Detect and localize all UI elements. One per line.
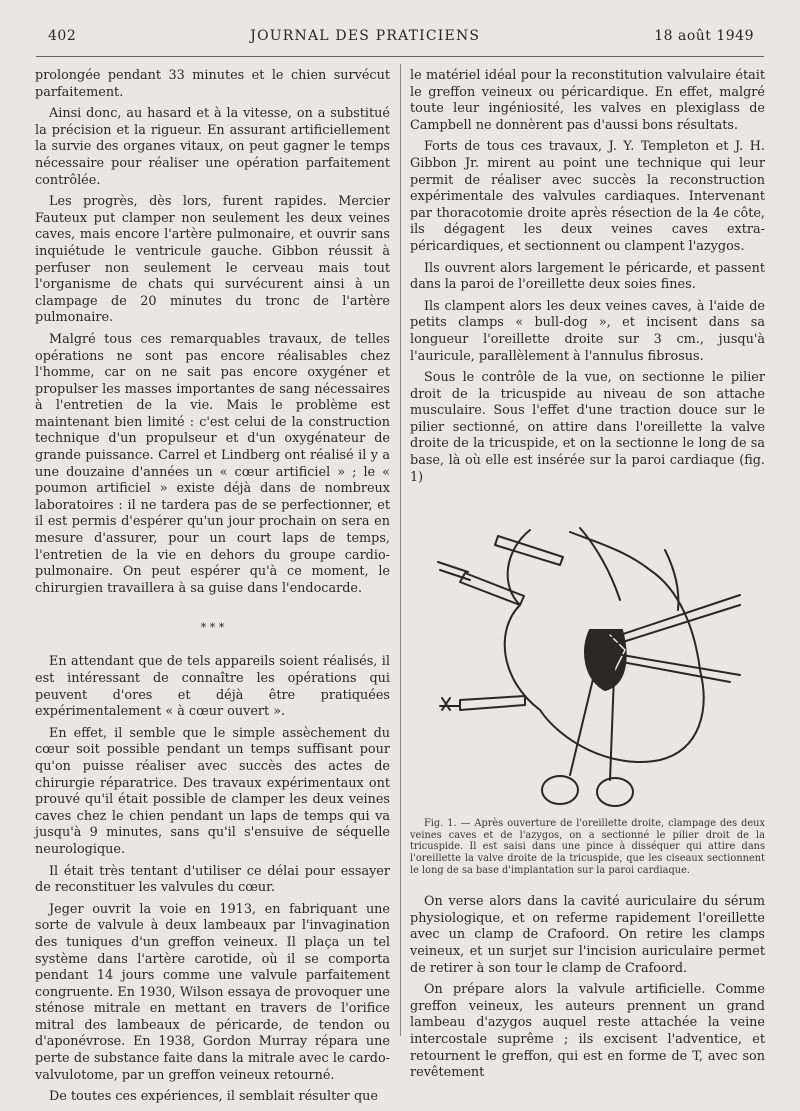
paragraph: Sous le contrôle de la vue, on sectionne le pilier droit de la tricuspide au niveau de son attache musculaire. Sous l'effet d'une traction douce sur le pilier sectionné, on attire dans l'oreillette la valve droite de la tricuspide, et on la sectionne le long de sa base, là où elle est insérée sur la paroi cardiaque (fig. 1) [410,370,765,485]
running-header [48,24,754,48]
surgical-illustration [410,510,765,810]
paragraph: En attendant que de tels appareils soient réalisés, il est intéressant de connaître les opérations qui peuvent d'ores et déjà être pratiquées expérimentalement « à cœur ouvert ». [35,654,390,720]
journal-title: JOURNAL DES PRATICIENS [250,28,481,44]
paragraph: On verse alors dans la cavité auriculaire du sérum physiologique, et on referme rapidement l'oreillette avec un clamp de Crafoord. On retire les clamps veineux, et un surjet sur l'incision auriculaire permet de retirer à son tour le clamp de Crafoord. [410,894,765,976]
paragraph: Il était très tentant d'utiliser ce délai pour essayer de reconstituer les valvules du cœur. [35,863,390,896]
section-break-glyph: * * * [200,621,225,635]
paragraph: En effet, il semble que le simple assèchement du cœur soit possible pendant un temps suffisant pour qu'on puisse réaliser avec succès des actes de chirurgie réparatrice. Des travaux expérimentaux ont prouvé qu'il était possible de clamper les deux veines caves chez le chien pendant un laps de temps qui va jusqu'à 9 minutes, sans qu'il s'ensuive de séquelle neurologique. [35,725,390,857]
paragraph: prolongée pendant 33 minutes et le chien survécut parfaitement. [35,68,390,100]
paragraph: Ils clampent alors les deux veines caves, à l'aide de petits clamps « bull-dog », et incisent dans sa longueur l'oreillette droite sur 3 cm., jusqu'à l'auricule, parallèlement à l'annulus fibrosus. [410,298,765,364]
paragraph: Jeger ouvrit la voie en 1913, en fabriquant une sorte de valvule à deux lambeaux par l'invagination des tuniques d'un greffon veineux. Il plaça un tel système dans l'artère carotide, où il se comporta pendant 14 jours comme une valvule parfaitement congruente. En 1930, Wilson essaya de provoquer une sténose mitrale en mettant en travers de l'orifice mitral des lambeaux de péricarde, de tendon ou d'aponévrose. En 1938, Gordon Murray répara une perte de substance faite dans la mitrale avec le cardo-valvulotome, par un greffon veineux retourné. [35,901,390,1083]
paragraph: Malgré tous ces remarquables travaux, de telles opérations ne sont pas encore réalisables chez l'homme, car on ne sait pas encore oxygéner et propulser les masses importantes de sang nécessaires à l'entretien de la vie. Mais le problème est maintenant bien limité : c'est celui de la construction technique d'un propulseur et d'un oxygénateur de grande puissance. Carrel et Lindberg ont réalisé il y a une douzaine d'années un « cœur artificiel » ; le « poumon artificiel » existe déjà dans de nombreux laboratoires : il ne tardera pas de se perfectionner, et il est permis d'espérer qu'un jour prochain on sera en mesure d'assurer, pour un court laps de temps, l'entretien de la vie en dehors du groupe cardio-pulmonaire. On peut espérer qu'à ce moment, le chirurgien travaillera à sa guise dans l'endocarde. [35,331,390,596]
issue-date: 18 août 1949 [654,28,754,44]
paragraph: De toutes ces expériences, il semblait résulter que [49,1089,378,1105]
section-break [35,621,390,635]
paragraph: Ainsi donc, au hasard et à la vitesse, on a substitué la précision et la rigueur. En assurant artificiellement la survie des organes vitaux, on peut gagner le temps nécessaire pour réaliser une opération parfaitement contrôlée. [35,106,390,188]
paragraph: On prépare alors la valvule artificielle. Comme greffon veineux, les auteurs prennent un grand lambeau d'azygos auquel reste attachée la veine intercostale suprême ; ils excisent l'adventice, et retournent le greffon, qui est en forme de T, avec son revêtement [410,982,765,1081]
figure-caption: Fig. 1. — Après ouverture de l'oreillette droite, clampage des deux veines caves et de l'azygos, on a sectionné le pilier droit de la tricuspide. Il est saisi dans une pince à disséquer qui attire dans l'oreillette la valve droite de la tricuspide, que les ciseaux sectionnent le long de sa base d'implantation sur la paroi cardiaque. [410,818,765,876]
paragraph: Les progrès, dès lors, furent rapides. Mercier Fauteux put clamper non seulement les deux veines caves, mais encore l'artère pulmonaire, et ouvrir sans inquiétude le ventricule gauche. Gibbon réussit à perfuser non seulement le cerveau mais tout l'organisme de chats qui survécurent ainsi à un clampage de 20 minutes du tronc de l'artère pulmonaire. [35,194,390,326]
left-column [35,68,390,1111]
paragraph: le matériel idéal pour la reconstitution valvulaire était le greffon veineux ou péricardique. En effet, malgré toute leur ingéniosité, les valves en plexiglass de Campbell ne donnèrent pas d'aussi bons résultats. [410,68,765,133]
page-number: 402 [48,28,77,44]
paragraph: Forts de tous ces travaux, J. Y. Templeton et J. H. Gibbon Jr. mirent au point une technique qui leur permit de réaliser avec succès la reconstruction expérimentale des valvules cardiaques. Intervenant par thoracotomie droite après résection de la 4e côte, ils dégagent les deux veines caves extra-péricardiques, et sectionnent ou clampent l'azygos. [410,139,765,254]
figure-1 [410,510,765,876]
header-rule [36,56,764,57]
column-divider [400,64,401,1036]
right-column [410,68,765,1087]
paragraph: Ils ouvrent alors largement le péricarde, et passent dans la paroi de l'oreillette deux soies fines. [410,260,765,293]
